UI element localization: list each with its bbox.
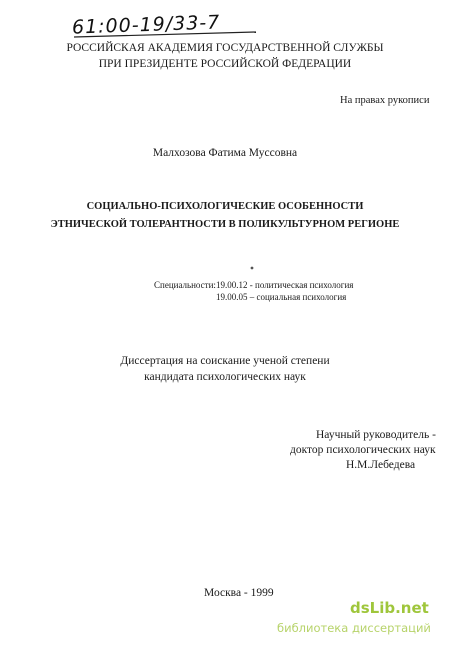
thesis-title-line-1: СОЦИАЛЬНО-ПСИХОЛОГИЧЕСКИЕ ОСОБЕННОСТИ xyxy=(86,201,364,212)
degree-line-1: Диссертация на соискание ученой степени xyxy=(120,355,330,367)
specialty-item-2: 19.00.05 – социальная психология xyxy=(216,292,347,302)
supervisor-line-1: Научный руководитель - xyxy=(316,429,436,441)
watermark-tagline: библиотека диссертаций xyxy=(277,621,431,635)
thesis-title-line-2: ЭТНИЧЕСКОЙ ТОЛЕРАНТНОСТИ В ПОЛИКУЛЬТУРНОМ РЕГИОНЕ xyxy=(50,219,400,230)
supervisor-line-2: доктор психологических наук xyxy=(290,444,436,456)
organization-line-2: ПРИ ПРЕЗИДЕНТЕ РОССИЙСКОЙ ФЕДЕРАЦИИ xyxy=(98,58,352,70)
degree-line-2: кандидата психологических наук xyxy=(144,371,306,383)
supervisor-name: Н.М.Лебедева xyxy=(346,459,416,471)
scan-speck xyxy=(248,264,256,272)
author-name: Малхозова Фатима Муссовна xyxy=(152,147,298,159)
watermark-brand: dsLib.net xyxy=(350,599,429,617)
organization-line-1: РОССИЙСКАЯ АКАДЕМИЯ ГОСУДАРСТВЕННОЙ СЛУЖБЫ xyxy=(66,42,384,54)
city-year: Москва - 1999 xyxy=(204,587,274,599)
specialty-label: Специальности: xyxy=(154,280,216,290)
specialty-item-1: 19.00.12 - политическая психология xyxy=(216,280,354,290)
manuscript-rights-note: На правах рукописи xyxy=(340,95,430,106)
handwritten-catalog-code: 61:00-19/33-7 xyxy=(71,11,221,39)
